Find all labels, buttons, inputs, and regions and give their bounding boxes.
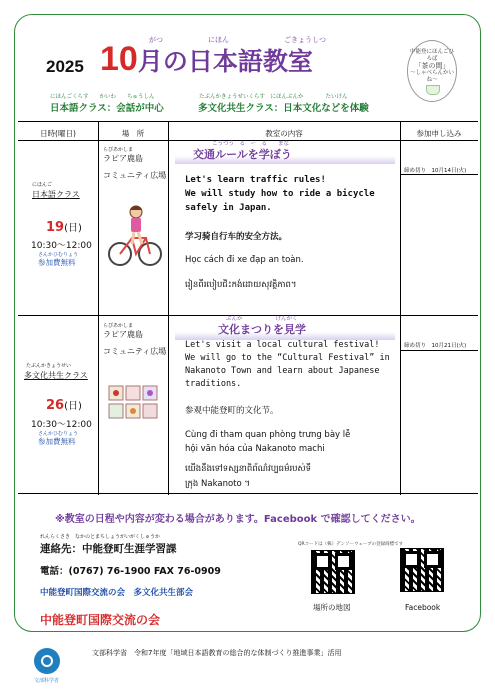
row2-weekday: (日) (64, 401, 82, 412)
logo-line2: 「茶の間」 (414, 62, 450, 70)
bicycle-illustration (106, 204, 164, 270)
row1-place1: ラピア鹿島 (103, 154, 143, 163)
map-qr-label: 場所の地図 (313, 603, 351, 612)
year: 2025 (46, 57, 84, 76)
row1-day: 19 (46, 220, 65, 235)
subtitle-right-ruby: たぶんかきょうせいくらす にほんぶんか たいけん (199, 94, 348, 100)
row2-date (46, 397, 82, 413)
row2-place1: ラピア鹿島 (103, 330, 143, 339)
festival-exhibit-illustration (108, 382, 160, 422)
header-content: 教室の内容 (265, 129, 303, 138)
contact-ruby: れんらくさき なかのとまちしょうがいがくしゅうか (40, 534, 161, 540)
organizer-association: 中能登町国際交流の会 (40, 613, 161, 627)
row1-english-3: safely in Japan. (185, 203, 272, 213)
row1-class-name: 日本語クラス (32, 190, 80, 199)
row2-vietnamese-2: hội văn hóa của Nakanoto machi (185, 444, 325, 454)
row1-fee: 参加費無料 (38, 258, 76, 267)
row2-english-3: Nakanoto Town and learn about Japanese (185, 366, 380, 376)
col-divider-1 (98, 122, 99, 495)
row1-english-1: Let's learn traffic rules! (185, 175, 326, 185)
ministry-logo (34, 648, 60, 674)
col-divider-3 (400, 122, 401, 495)
row1-deadline: 締め切り 10月14日(火) (404, 168, 467, 174)
schedule-change-notice: ※教室の日程や内容が変わる場合があります。Facebook で確認してください。 (55, 514, 421, 525)
row2-khmer-2: ក្រុង Nakanoto ។ (185, 479, 250, 489)
qr-trademark-caption: QRコードは（株）デンソーウェーブの登録商標です (298, 542, 404, 547)
map-qr-code[interactable] (311, 550, 355, 594)
row2-vietnamese-1: Cùng đi tham quan phòng trưng bày lễ (185, 430, 351, 440)
row2-topic-ruby: ぶんか けんがく (226, 316, 298, 322)
header-place: 場 所 (121, 129, 145, 138)
row1-topic-ruby: こうつう る ー る まな (212, 141, 290, 147)
row2-place-ruby: らぴあかしま (103, 323, 134, 329)
header-date: 日時(曜日) (40, 129, 76, 138)
logo-line1: 中能登にほんごひろば (409, 49, 454, 62)
row1-date (46, 219, 82, 235)
contact-heading: 連絡先：中能登町生涯学習課 (40, 543, 177, 555)
row2-day: 26 (46, 398, 65, 413)
row1-place-ruby: らぴあかしま (103, 147, 134, 153)
row2-khmer-1: យើងនឹងទៅទស្សនាពិព័ណ៌វប្បធម៌របស់ទី (185, 464, 312, 474)
facebook-qr-label: Facebook (405, 603, 441, 612)
teacup-icon (426, 85, 440, 95)
title-ruby-getsu: がつ (149, 36, 163, 44)
subtitle-multicultural-class: 多文化共生クラス：日本文化などを体験 (198, 103, 369, 114)
row2-time: 10:30～12:00 (31, 420, 92, 430)
facebook-qr-code[interactable] (400, 548, 444, 592)
title-ruby-nihon: にほん (208, 36, 229, 44)
header-apply: 参加申し込み (416, 129, 462, 138)
row2-fee-ruby: さんかひむりょう (38, 431, 79, 437)
title-ruby-gokyoushitsu: ごきょうしつ (284, 36, 326, 44)
row2-english-4: traditions. (185, 379, 242, 389)
row1-class-ruby: にほんご (32, 182, 53, 188)
hiroba-logo (407, 40, 457, 102)
row1-weekday: (日) (64, 223, 82, 234)
row2-topic: 文化まつりを見学 (218, 323, 306, 336)
row1-place2: コミュニティ広場 (103, 171, 167, 180)
subtitle-left-ruby: にほんごくらす かいわ ちゅうしん (50, 94, 155, 100)
row1-topic: 交通ルールを学ぼう (193, 148, 292, 161)
row1-fee-ruby: さんかひむりょう (38, 252, 79, 258)
row1-time: 10:30～12:00 (31, 241, 92, 251)
subtitle-japanese-class: 日本語クラス：会話が中心 (50, 103, 164, 114)
page-title (100, 40, 313, 80)
logo-line3: ～しゃべらんかいね～ (409, 70, 454, 83)
schedule-table (18, 121, 478, 494)
row2-english-2: We will go to the “Cultural Festival” in (185, 353, 390, 363)
row2-place2: コミュニティ広場 (103, 347, 167, 356)
row1-chinese: 学习骑自行车的安全方法。 (185, 232, 288, 242)
row1-khmer: រៀនពីរបៀបជិះកង់ដោយសុវត្ថិភាព។ (185, 280, 297, 290)
footer-funding-note: 文部科学省 令和7年度「地域日本語教育の総合的な体制づくり推進事業」活用 (92, 649, 342, 657)
organizer-group: 中能登町国際交流の会 多文化共生部会 (40, 588, 194, 598)
contact-phone: 電話：(0767) 76-1900 FAX 76-0909 (40, 566, 221, 577)
row2-english-1: Let's visit a local cultural festival! (185, 340, 380, 350)
title-month: 10 (100, 40, 138, 78)
row2-fee: 参加費無料 (38, 437, 76, 446)
row1-deadline-divider (400, 174, 478, 175)
row2-class-ruby: たぶんかきょうせい (26, 363, 72, 369)
row2-deadline-divider (400, 350, 478, 351)
title-text: 月の日本語教室 (137, 47, 313, 76)
row1-vietnamese: Học cách đi xe đạp an toàn. (185, 255, 304, 265)
row2-chinese: 参观中能登町的文化节。 (185, 406, 279, 416)
row2-deadline: 締め切り 10月21日(火) (404, 343, 467, 349)
row1-english-2: We will study how to ride a bicycle (185, 189, 375, 199)
ministry-logo-label: 文部科学省 (34, 678, 60, 684)
col-divider-2 (168, 122, 169, 495)
row2-class-name: 多文化共生クラス (24, 371, 88, 380)
